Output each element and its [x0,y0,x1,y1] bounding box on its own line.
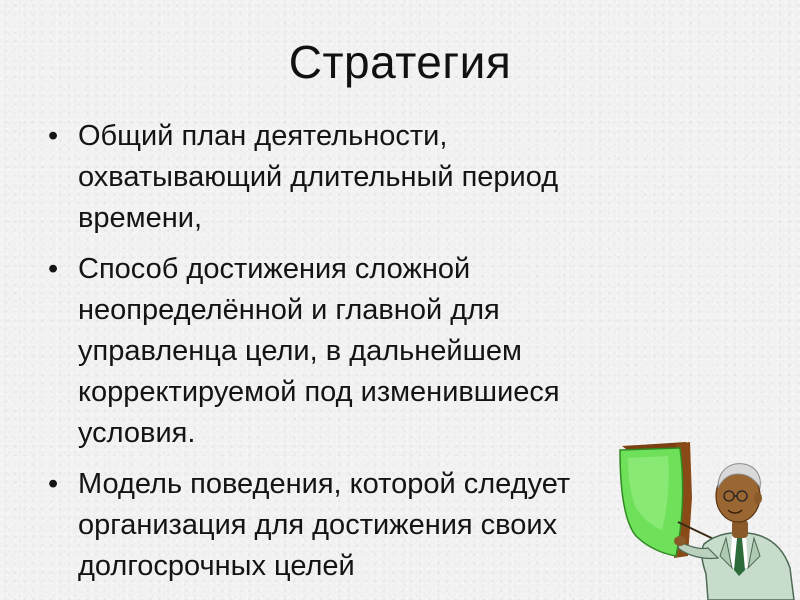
neck [732,520,748,538]
bullet-marker: • [48,468,59,500]
bullet-marker: • [48,120,59,152]
hand [674,536,686,546]
bullet-text: Общий план деятельности, охватывающий длительный период времени, [78,120,559,234]
list-item [48,464,658,587]
list-item [48,116,658,239]
presenter-with-board-icon [608,438,800,600]
bullet-list [48,116,658,597]
ear [754,492,762,504]
bullet-marker: • [48,253,59,285]
bullet-text: Способ достижения сложной неопределённой и главной для управленца цели, в дальнейшем корректируемой под изменившиеся условия. [78,253,560,449]
list-item [48,249,658,454]
slide-title: Стратегия [288,36,512,88]
bullet-text: Модель поведения, которой следует организация для достижения своих долгосрочных целей [78,468,571,582]
